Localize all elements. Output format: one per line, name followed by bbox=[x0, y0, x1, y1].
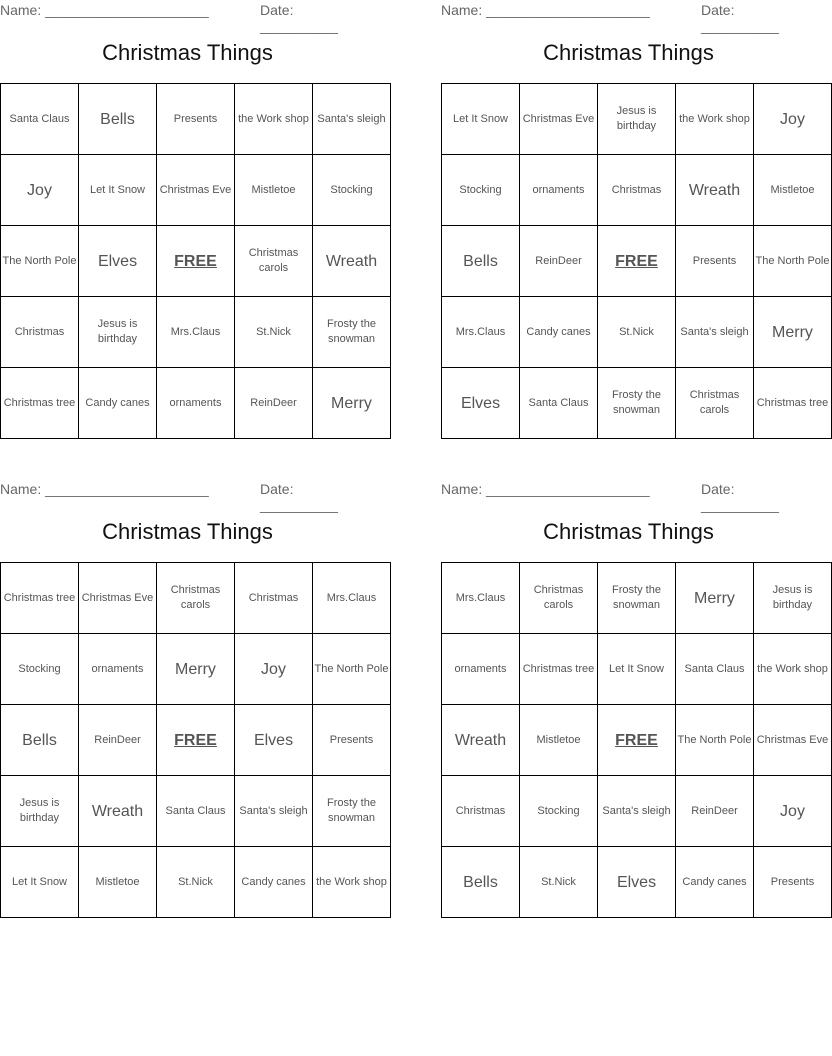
bingo-cell: Christmas tree bbox=[1, 368, 79, 439]
bingo-row bbox=[442, 226, 832, 297]
bingo-cell: The North Pole bbox=[754, 226, 832, 297]
bingo-cell: the Work shop bbox=[754, 634, 832, 705]
bingo-row bbox=[1, 634, 391, 705]
bingo-cell: Stocking bbox=[520, 776, 598, 847]
bingo-row bbox=[442, 705, 832, 776]
bingo-cell: Frosty the snowman bbox=[313, 297, 391, 368]
bingo-row bbox=[1, 155, 391, 226]
bingo-cell: ReinDeer bbox=[520, 226, 598, 297]
bingo-row bbox=[1, 776, 391, 847]
bingo-cell: Christmas carols bbox=[520, 563, 598, 634]
bingo-row bbox=[442, 155, 832, 226]
bingo-cell: Christmas bbox=[598, 155, 676, 226]
bingo-cell: Santa Claus bbox=[520, 368, 598, 439]
bingo-cell: ornaments bbox=[520, 155, 598, 226]
bingo-cell: Elves bbox=[79, 226, 157, 297]
bingo-cell: St.Nick bbox=[157, 847, 235, 918]
card-header bbox=[0, 0, 375, 34]
bingo-cell: the Work shop bbox=[235, 84, 313, 155]
bingo-cell: Presents bbox=[157, 84, 235, 155]
bingo-cell: Joy bbox=[754, 84, 832, 155]
bingo-grid bbox=[0, 562, 391, 918]
bingo-row bbox=[442, 634, 832, 705]
bingo-row bbox=[1, 705, 391, 776]
bingo-cell: Candy canes bbox=[235, 847, 313, 918]
card-header bbox=[441, 0, 816, 34]
bingo-row bbox=[442, 776, 832, 847]
bingo-cell: Joy bbox=[235, 634, 313, 705]
bingo-row bbox=[1, 368, 391, 439]
bingo-row bbox=[1, 297, 391, 368]
bingo-cell: Bells bbox=[442, 226, 520, 297]
bingo-cell: Joy bbox=[754, 776, 832, 847]
bingo-grid bbox=[0, 83, 391, 439]
bingo-cell: Candy canes bbox=[79, 368, 157, 439]
bingo-cell: Santa's sleigh bbox=[598, 776, 676, 847]
bingo-row bbox=[442, 847, 832, 918]
card-title: Christmas Things bbox=[102, 519, 273, 544]
bingo-card bbox=[0, 0, 386, 412]
date-field-label: Date: __________ bbox=[701, 481, 779, 513]
bingo-cell: Wreath bbox=[79, 776, 157, 847]
bingo-cell: Santa Claus bbox=[157, 776, 235, 847]
bingo-cell: Mistletoe bbox=[79, 847, 157, 918]
bingo-cell: Mrs.Claus bbox=[442, 297, 520, 368]
bingo-cell: Merry bbox=[754, 297, 832, 368]
bingo-cell: St.Nick bbox=[235, 297, 313, 368]
bingo-cell: Let It Snow bbox=[1, 847, 79, 918]
bingo-cell: Presents bbox=[313, 705, 391, 776]
bingo-cell: ReinDeer bbox=[235, 368, 313, 439]
bingo-row bbox=[442, 368, 832, 439]
bingo-cell: Merry bbox=[157, 634, 235, 705]
card-title: Christmas Things bbox=[102, 40, 273, 65]
card-title: Christmas Things bbox=[543, 519, 714, 544]
bingo-cell: Frosty the snowman bbox=[598, 368, 676, 439]
bingo-cell: Christmas bbox=[1, 297, 79, 368]
bingo-cell: Christmas Eve bbox=[157, 155, 235, 226]
bingo-cell: Christmas Eve bbox=[79, 563, 157, 634]
bingo-cell: Elves bbox=[598, 847, 676, 918]
bingo-cell: Jesus is birthday bbox=[598, 84, 676, 155]
bingo-cell: ReinDeer bbox=[79, 705, 157, 776]
bingo-cell: Christmas bbox=[442, 776, 520, 847]
bingo-cell: Christmas tree bbox=[1, 563, 79, 634]
free-space-cell: FREE bbox=[157, 705, 235, 776]
bingo-cell: Joy bbox=[1, 155, 79, 226]
bingo-grid bbox=[441, 83, 832, 439]
bingo-cell: The North Pole bbox=[1, 226, 79, 297]
name-field-label: Name: _____________________ bbox=[441, 2, 650, 18]
bingo-cell: Candy canes bbox=[520, 297, 598, 368]
bingo-cell: ReinDeer bbox=[676, 776, 754, 847]
bingo-cell: Christmas carols bbox=[235, 226, 313, 297]
date-field-label: Date: __________ bbox=[260, 481, 338, 513]
free-space-cell: FREE bbox=[157, 226, 235, 297]
name-field-label: Name: _____________________ bbox=[441, 481, 650, 497]
bingo-cell: The North Pole bbox=[676, 705, 754, 776]
bingo-cell: Presents bbox=[754, 847, 832, 918]
bingo-cell: Let It Snow bbox=[598, 634, 676, 705]
bingo-row bbox=[1, 226, 391, 297]
card-header bbox=[0, 479, 375, 513]
bingo-cell: Merry bbox=[313, 368, 391, 439]
bingo-card bbox=[0, 479, 389, 888]
name-field-label: Name: _____________________ bbox=[0, 2, 209, 18]
bingo-cell: Santa Claus bbox=[1, 84, 79, 155]
bingo-cell: ornaments bbox=[442, 634, 520, 705]
bingo-cell: The North Pole bbox=[313, 634, 391, 705]
bingo-row bbox=[442, 84, 832, 155]
bingo-row bbox=[1, 847, 391, 918]
bingo-cell: Christmas bbox=[235, 563, 313, 634]
bingo-cell: Christmas carols bbox=[676, 368, 754, 439]
bingo-row bbox=[442, 563, 832, 634]
bingo-cell: Wreath bbox=[313, 226, 391, 297]
bingo-cell: Mrs.Claus bbox=[442, 563, 520, 634]
bingo-cell: Presents bbox=[676, 226, 754, 297]
bingo-cell: St.Nick bbox=[520, 847, 598, 918]
bingo-cell: Stocking bbox=[313, 155, 391, 226]
bingo-cell: ornaments bbox=[79, 634, 157, 705]
bingo-cell: St.Nick bbox=[598, 297, 676, 368]
bingo-cell: Frosty the snowman bbox=[313, 776, 391, 847]
bingo-cell: Stocking bbox=[442, 155, 520, 226]
bingo-cell: Merry bbox=[676, 563, 754, 634]
bingo-cell: the Work shop bbox=[676, 84, 754, 155]
date-field-label: Date: __________ bbox=[260, 2, 338, 34]
bingo-grid bbox=[441, 562, 832, 918]
bingo-cell: Elves bbox=[442, 368, 520, 439]
bingo-cell: Elves bbox=[235, 705, 313, 776]
bingo-row bbox=[442, 297, 832, 368]
bingo-cell: Wreath bbox=[442, 705, 520, 776]
bingo-cell: Jesus is birthday bbox=[79, 297, 157, 368]
bingo-cell: Bells bbox=[442, 847, 520, 918]
bingo-cell: Santa Claus bbox=[676, 634, 754, 705]
bingo-cell: Frosty the snowman bbox=[598, 563, 676, 634]
bingo-cell: Christmas Eve bbox=[520, 84, 598, 155]
bingo-cell: Mrs.Claus bbox=[313, 563, 391, 634]
bingo-cell: Let It Snow bbox=[442, 84, 520, 155]
bingo-cell: Christmas carols bbox=[157, 563, 235, 634]
bingo-cell: Bells bbox=[79, 84, 157, 155]
bingo-cell: Christmas Eve bbox=[754, 705, 832, 776]
bingo-card bbox=[441, 0, 830, 416]
bingo-cell: Candy canes bbox=[676, 847, 754, 918]
free-space-cell: FREE bbox=[598, 705, 676, 776]
bingo-row bbox=[1, 563, 391, 634]
bingo-cell: Bells bbox=[1, 705, 79, 776]
bingo-cell: Mistletoe bbox=[235, 155, 313, 226]
bingo-cell: Santa's sleigh bbox=[676, 297, 754, 368]
bingo-cell: Mrs.Claus bbox=[157, 297, 235, 368]
name-field-label: Name: _____________________ bbox=[0, 481, 209, 497]
free-space-cell: FREE bbox=[598, 226, 676, 297]
bingo-row bbox=[1, 84, 391, 155]
bingo-cell: Jesus is birthday bbox=[1, 776, 79, 847]
bingo-cell: Let It Snow bbox=[79, 155, 157, 226]
bingo-cell: Mistletoe bbox=[520, 705, 598, 776]
bingo-cell: the Work shop bbox=[313, 847, 391, 918]
bingo-cell: Stocking bbox=[1, 634, 79, 705]
bingo-cell: Santa's sleigh bbox=[235, 776, 313, 847]
bingo-cell: Christmas tree bbox=[520, 634, 598, 705]
bingo-cell: ornaments bbox=[157, 368, 235, 439]
card-title: Christmas Things bbox=[543, 40, 714, 65]
bingo-cell: Wreath bbox=[676, 155, 754, 226]
bingo-cell: Christmas tree bbox=[754, 368, 832, 439]
date-field-label: Date: __________ bbox=[701, 2, 779, 34]
bingo-cell: Jesus is birthday bbox=[754, 563, 832, 634]
bingo-cell: Mistletoe bbox=[754, 155, 832, 226]
bingo-cell: Santa's sleigh bbox=[313, 84, 391, 155]
card-header bbox=[441, 479, 816, 513]
bingo-card bbox=[441, 479, 829, 891]
